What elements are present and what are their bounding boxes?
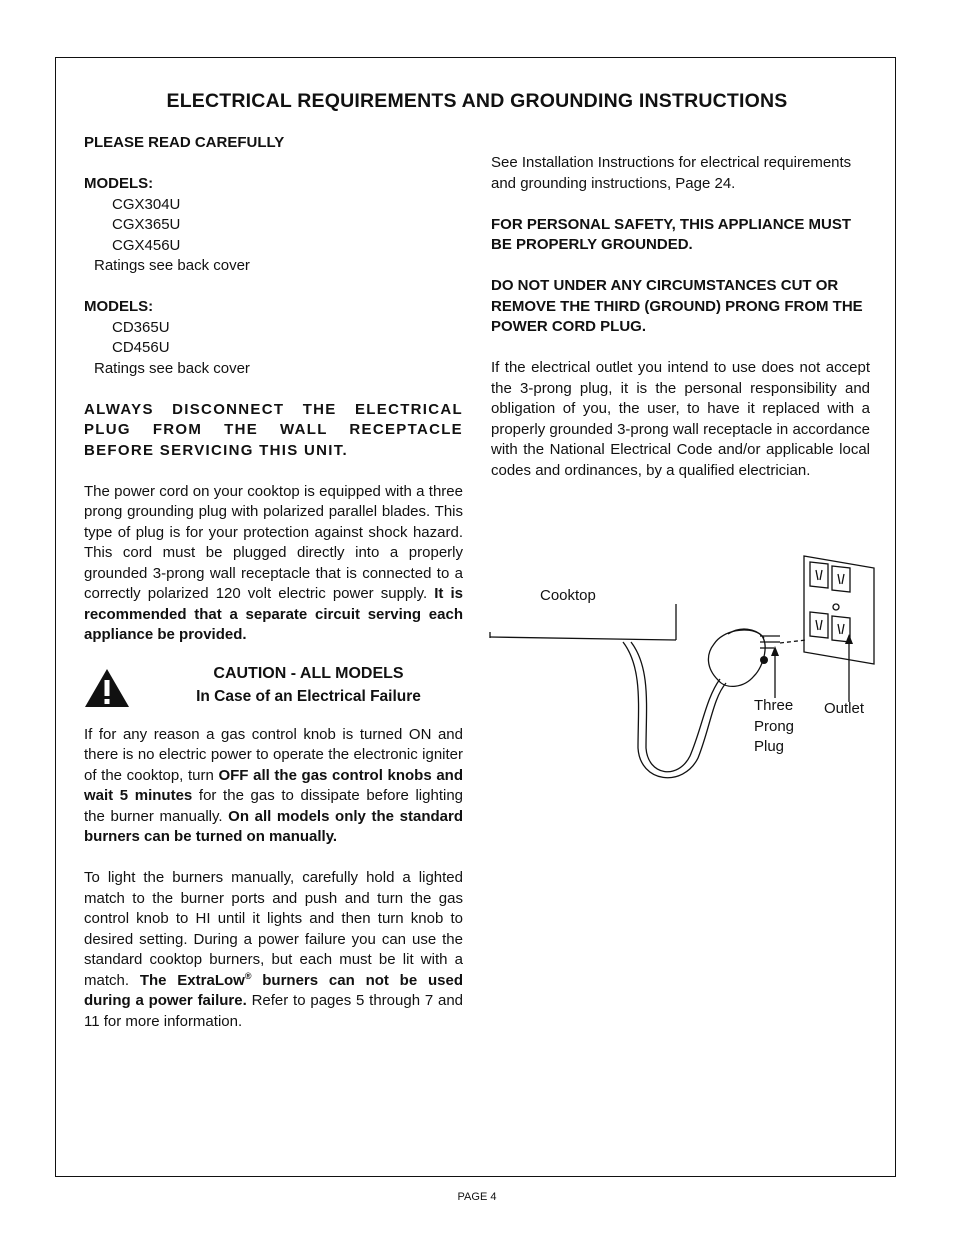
page-title: ELECTRICAL REQUIREMENTS AND GROUNDING INSTRUCTIONS (166, 90, 788, 112)
failure-bold-1: OFF all the gas control knobs and wait 5 minutes (84, 766, 463, 804)
model-item: CGX304U (112, 195, 181, 213)
ratings-note-2: Ratings see back cover (94, 359, 250, 377)
power-cord-bold: It is recommended that a separate circuit serving each appliance be provided. (84, 585, 463, 643)
page-number: PAGE 4 (457, 1191, 497, 1203)
warning-triangle-icon (84, 668, 130, 708)
failure-text-2: for the gas to dissipate before lighting the burner manually. (84, 787, 464, 825)
extralow-name: The ExtraLow (139, 971, 245, 989)
registered-mark: ® (244, 970, 252, 981)
plug-diagram (488, 548, 888, 788)
disconnect-warning: ALWAYS DISCONNECT THE ELECTRICAL PLUG FROM THE WALL RECEPTACLE BEFORE SERVICING THIS UNIT. (84, 400, 463, 459)
caution-subtitle: In Case of an Electrical Failure (196, 687, 421, 705)
left-column (84, 133, 463, 1032)
failure-text-1: If for any reason a gas control knob is turned ON and there is no electric power to operate the electronic igniter of the cooktop, turn (84, 725, 463, 784)
installation-reference: See Installation Instructions for electrical requirements and grounding instructions, Page 24. (491, 154, 852, 192)
caution-title: CAUTION - ALL MODELS (213, 664, 404, 682)
lighting-text-1: To light the burners manually, carefully hold a lighted match to the burner ports and push and turn the gas control knob to HI until it lights and then turn knob to desired setting. During a power failure you can use the standard cooktop burners, but each must be lit with a match. (84, 869, 463, 989)
model-item: CGX365U (112, 216, 181, 233)
power-cord-paragraph (84, 482, 463, 646)
failure-bold-2: On all models only the standard burners can be turned on manually. (84, 807, 463, 845)
please-read-heading: PLEASE READ CAREFULLY (84, 134, 285, 151)
electrical-failure-paragraph (84, 725, 463, 848)
plug-outlet-illustration (488, 548, 888, 788)
ratings-note-1: Ratings see back cover (94, 257, 250, 274)
outlet-paragraph: If the electrical outlet you intend to use does not accept the 3-prong plug, it is the personal responsibility and obligation of you, the user, to have it replaced with a properly grounded 3-prong wall receptacle in accordance with the National Electrical Code and/or applicable local codes and ordinances, by a qualified electrician. (491, 359, 870, 479)
prong-warning: DO NOT UNDER ANY CIRCUMSTANCES CUT OR REMOVE THE THIRD (GROUND) PRONG FROM THE POWER CORD PLUG. (491, 277, 863, 335)
manual-lighting-paragraph (84, 868, 463, 1032)
right-column (491, 153, 870, 481)
grounding-warning: FOR PERSONAL SAFETY, THIS APPLIANCE MUST BE PROPERLY GROUNDED. (491, 215, 852, 253)
extralow-warning: burners can not be used during a power failure. (84, 971, 464, 1009)
plug-label-line: Prong (754, 717, 795, 735)
models-heading-1: MODELS: (84, 175, 154, 192)
plug-label-line: Three (754, 697, 794, 714)
cooktop-label: Cooktop (540, 587, 596, 604)
outlet-label: Outlet (824, 700, 865, 717)
models-heading-2: MODELS: (84, 298, 154, 315)
model-item: CD456U (112, 339, 170, 356)
model-item: CGX456U (112, 236, 181, 254)
caution-box (84, 662, 463, 711)
plug-label (754, 696, 794, 758)
power-cord-text: The power cord on your cooktop is equipped with a three prong grounding plug with polarized parallel blades. This type of plug is for your protection against shock hazard. This cord must be plugged directly into a properly grounded 3-prong wall receptacle that is connected to a correctly polarized 120 volt electric power supply. (84, 482, 463, 602)
plug-label-line: Plug (754, 738, 785, 755)
model-item: CD365U (112, 318, 170, 336)
lighting-text-2: Refer to pages 5 through 7 and 11 for more information. (84, 992, 463, 1030)
